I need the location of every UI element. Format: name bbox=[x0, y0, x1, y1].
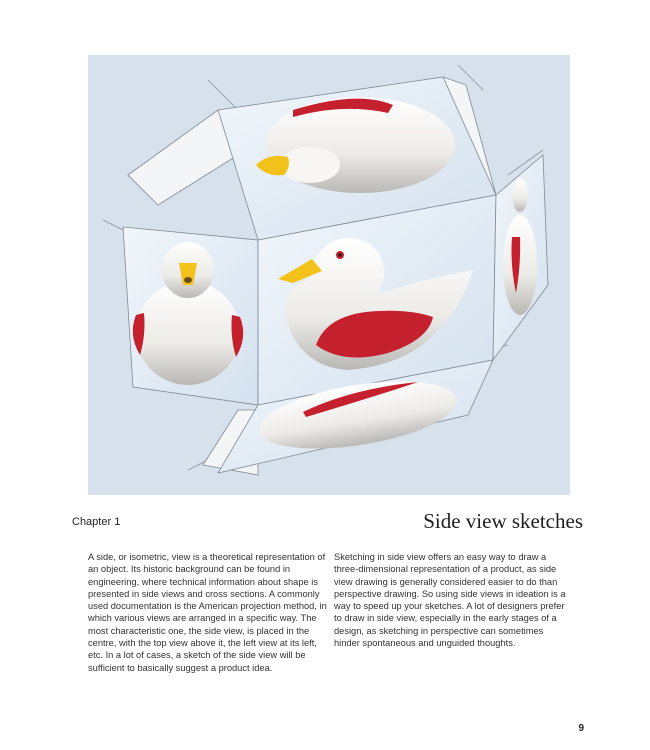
page-title: Side view sketches bbox=[423, 509, 583, 533]
chapter-label: Chapter 1 bbox=[72, 516, 121, 528]
duck-projection-drawing bbox=[88, 55, 570, 495]
body-paragraph-right: Sketching in side view offers an easy way to draw a three-dimensional representation of a product, as side view drawing is generally considered easier to do than perspective drawing. So using side views in ideation is a way to speed up your sketches. A lot of designers prefer to draw in side view, especially in the early stages of a design, as sketching in perspective can sometimes hinder spontaneous and unguided thoughts. bbox=[334, 552, 566, 649]
flap-top-left bbox=[128, 110, 238, 205]
illustration-duck-projection bbox=[88, 55, 570, 495]
page-number: 9 bbox=[578, 723, 584, 734]
body-paragraph-left: A side, or isometric, view is a theoretical representation of an object. Its historic background can be found in engineering, where technical information about shape is presented in side views and cross sections. A commonly used documentation is the American projection method, in which various views are arranged in a specific way. The most characteristic one, the side view, is placed in the centre, with the top view above it, the left view at its left, etc. In a lot of cases, a sketch of the side view will be sufficient to basically suggest a product idea. bbox=[88, 552, 327, 673]
